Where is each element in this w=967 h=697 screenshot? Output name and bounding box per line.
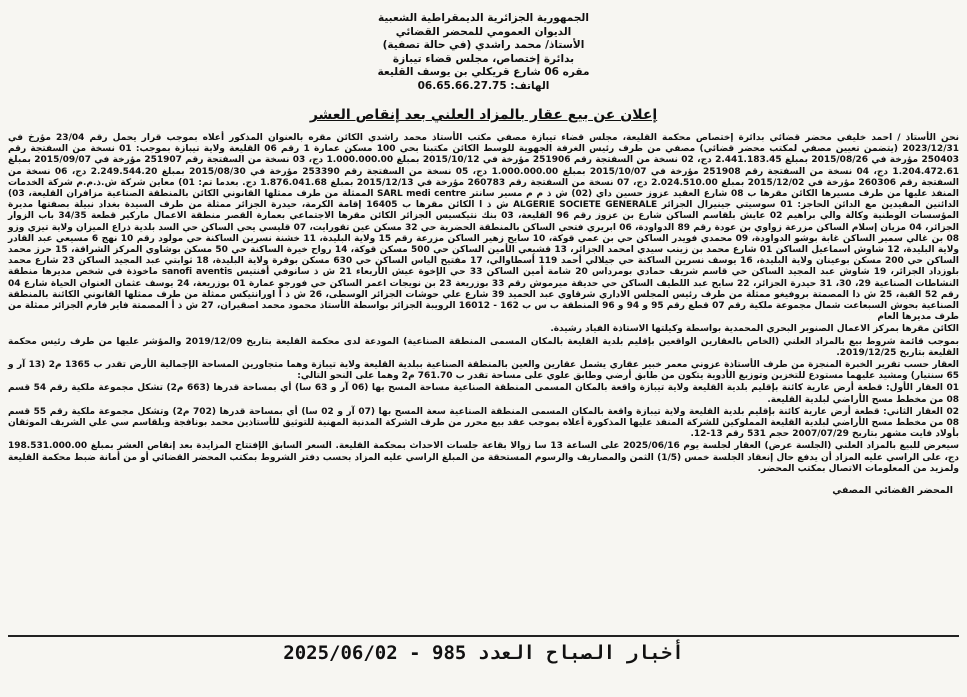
signature: المحضر القضائي المصفي — [832, 485, 953, 497]
body-paragraph: العقار حسب تقرير الخبرة المنجزة من طرف الأستاذة عزوني معمر خبير عقاري يشمل عقارين والعين بالمنطقة الصناعية ببلدية القليعة ولاية تيبازة وهما متجاورين المساحة الإجمالية الأرض تقدر ب 1365 م2 (13 آر و 65 سنتيار) ومشيد عليهما مستودع للتخزين وتوزيع الأدوية يتكون من طابق أرضي وطابق علوي على مساحة تقدر ب 761.70 م2 وهما على النحو التالي: — [8, 360, 959, 382]
notice-title: إعلان عن بيع عقار بالمزاد العلني بعد إنقاص العشر — [309, 107, 658, 123]
legal-notice-page — [8, 10, 959, 690]
publication-date: 2025/06/02 — [283, 642, 398, 664]
header-line: الجمهورية الجزائرية الديمقراطية الشعبية — [378, 12, 589, 24]
footer-divider — [8, 635, 959, 637]
header-line: الديوان العمومي للمحضر القضائي — [395, 25, 572, 38]
body-paragraph: الكائن مقرها بمركز الاعمال الصنوبر البحري المحمدية بواسطة وكيلتها الاستاذة الفياد رشيدة. — [550, 324, 959, 335]
header-line: بدائرة إختصاص، مجلس قضاء تيبازة — [392, 52, 575, 65]
body-paragraph: بموجب قائمة شروط بيع بالمزاد العلني (الخاص بالعقارين الواقعين بإقليم بلدية القليعة بالمكان المسمى المنطقة الصناعية) المودعة لدى محكمة القليعة بتاريخ 2019/12/09 والمؤشر عليها من طرف رئيس محكمة القليعة بتاريخ 2019/12/25. — [8, 336, 959, 358]
publication-footer — [8, 642, 959, 664]
body-paragraph: نحن الأستاذ / احمد خليفي محضر قضائي بدائرة إختصاص محكمة القليعة، مجلس قضاء تيبازة مصفي مكتب الأستاذ محمد راشدي الكائن مقره بالعنوان المذكور أعلاه بموجب قرار يحمل رقم 23/04 مؤرخ في 2023/12/31 (يتضمن تعيين مصفي لمكتب محضر قضائي) مصفي من طرف رئيس الغرفة الجهوية للوسط الكائن مكتبنا بحي 100 مسكن عمارة 1 رقم 06 القليعة ولاية تيبازة بموجب: 01 نسخة من السفتجة رقم 250403 مؤرخة في 2015/08/26 بمبلغ 2.441.183.45 دج، 02 نسخة من السفتجة رقم 251906 مؤرخة في 2015/10/12 بمبلغ 1.000.000.00 دج، 03 نسخة من السفتجة رقم 251907 مؤرخة في 2015/09/07 بمبلغ 1.204.472.61 دج، 04 نسخة من السفتجة رقم 251908 مؤرخة في 2015/10/07 بمبلغ 1.000.000.00 دج، 05 نسخة من السفتجة رقم 253390 مؤرخة في 2015/08/30 بمبلغ 2.249.544.20 دج، 06 نسخة من السفتجة رقم 260306 مؤرخة في 2015/12/02 بمبلغ 2.024.510.00 دج، 07 نسخة من السفتجة رقم 260783 مؤرخة في 2015/12/13 بمبلغ 1.876.041.68 دج. بعدما تم: 01) معاين شركة ش.ذ.م.م شركة الخدمات المنفذ عليها من طرف مسيرها الكائن مقرها ب 08 شارع العقيد عزوز حسين داي (02) ش ذ م م مسير سانتر SARL medi centre الممثلة من طرف ممثلها القانوني الكائن بالمنطقة الصناعية مزافران القليعة، 03) الدائنين المقيدين مع الدائن الحاجز: 01 سوسيتي جينيرال الجزائر ALGERIE SOCIETE GENERALE ش ذ ا الكائن مقرها ب 16405 إقامة الكرمة، حيدرة الجزائر ممثلة من طرف السيدة بغداد نبيلة بصفتها مديرة المؤسسات الوطنية وكالة والي براهيم 02 عايش بلقاسم الساكن شارع بن عزوز رقم 96 القليعة، 03 بنك نتيكسيس الجزائر الكائن مقرها الاجتماعي بعمارة القصر منطقة الاعمال ماركير قطعة 34/35 باب الزوار الجزائر، 04 مزيان إسلام الساكن مزرعة زواوي بن عودة رقم 89 الدواودة، 06 ابريري فتحي الساكن بالمنطقة الحضرية حي 32 مسكن عين تقورايت، 07 قليسي يحي الساكن حي السد بلدية ذراع الميزان ولاية تيزي وزو 08 بن غالي سمير الساكن غابة بوشو الدواودة، 09 محمدي فويدر الساكن حي بن عمي قوكة، 10 سايح زهير الساكن مزرعة رقم 15 ولاية البليدة، 11 خشنة نسرين الساكنة حي مولود رقم 10 نهج 6 مسيعي عبد القادر ولاية البليدة، 12 شاوش اسماعيل الساكن 01 شارع محمد بن زينب سيدي امحمد الجزائر، 13 قشيعي الأمين الساكن حي 500 مسكن قوكة، 14 رواح خيرة الساكنة حي 50 مسكن بوشاوي المركز الشراقة، 15 حرز محمد الساكن حي 200 مسكن بوعينان ولاية البليدة، 16 يوسف نسرين الساكنة حي جيلالي أحمد 119 أسطاوالي، 17 مفتيح الياس الساكن حي 630 مسكن بوقرة ولاية البليدة، 18 ثوابتي عبد المجيد الساكن 23 شارع محمد بلوزداد الجزائر، 19 شاوش عبد المجيد الساكن حي قاسم شريف حمادي بومرداس 20 شامة أمين الساكن 33 حي الإخوة عيش الأربعاء 21 ش ذ سانوفي أفنتيس sanofi aventis ماخوذة في شخص مديرها منطقة النشاطات الصناعية 29، 30، 31 حيدرة الجزائر، 22 سايح عبد اللطيف الساكن حي حديقة ميرموش رقم 33 بوزريعة 23 بن نويجات اعمر الساكن حي فورجو عمارة 01 بوزريعة، 24 يوسف عثمان العنوان الحياة شارع 04 رقم 52 القبة، 25 ش ذا المصمتة بروفيغو ممثلة من طرف رئيس المجلس الاداري شرقاوي عبد الحميد 39 شارع علي حوشات الجزائر الوسطى، 26 ش ذ أ اورانتيكس ممثلة من طرف ممثلها القانوني الكائنة بالمنطقة الصناعية بحوش السبعاعت شمال مجموعة ملكية رقم 07 قطع رقم 95 و 94 و 96 المنطقة ب س ب 162 - 16012 الرويبة الجزائر بواسطة الأستاذ محمود محمد اصقيران، 27 ش ذ أ المصمتة فاير فارم الجزائر ممثلة من طرف مديرها العام — [8, 133, 960, 323]
notice-body — [8, 133, 959, 475]
header-line: مقره 06 شارع قريكلي بن يوسف القليعة — [377, 66, 590, 78]
body-paragraph: 02 العقار الثاني: قطعة أرض عارية كائنة بإقليم بلدية القليعة ولاية تيبازة واقعة بالمكان المسمى المنطقة الصناعية سعة المسح بها (07 آر و 02 سا) أي بمساحة قدرها (702 م2) وتشكل مجموعة ملكية رقم 55 قسم 08 من مخطط مسح الأراضي لبلدية القليعة المملوكين للشركة المنفذ عليها المذكورة أعلاه بموجب عقد بيع محرر من طرف الشركة المدنية المهنية للتوثيق للأستاذين محمد بونافجة وبلقاسم سي علي الشريف الموثقان بأولاد فايت مشهر بتاريخ 2007/07/29 حجم 531 رقم 13-12. — [8, 406, 959, 440]
header-line: الهاتف: 06.65.66.27.75 — [417, 79, 550, 92]
office-header — [8, 12, 959, 93]
header-line: الأستاذ/ محمد راشدي (في حالة تصفية) — [382, 39, 585, 51]
publication-issue: أخبار الصباح العدد 985 - — [409, 642, 684, 664]
body-paragraph: 01 العقار الأول: قطعة أرض عارية كائنة بإقليم بلدية القليعة ولاية تيبازة واقعة بالمكان المسمى المنطقة الصناعية مساحة المسح بها (06 آر و 63 سا) أي بمساحة قدرها (663 م2) تشكل مجموعة ملكية رقم 54 قسم 08 من مخطط مسح الأراضي لبلدية القليعة. — [8, 383, 960, 405]
body-paragraph: سيعرض للبيع بالمزاد العلني (الجلسة عرض) العقار لجلسة يوم 2025/06/16 على الساعة 13 سا زوالا بقاعة جلسات الاحداث بمحكمة القليعة. السعر السابق الإفتتاح المزايدة بعد إنقاص العشر بمبلغ 198.531.000.00 دج، على الراسي عليه المزاد أن يدفع حال إنعقاد الجلسة خمس (1/5) الثمن والمصاريف والرسوم المستحقة من المبلغ الراسي عليه المزاد بحسب دفتر الشروط بمكتب المحضر القضائي أو من أمانة ضبط محكمة القليعة ولمزيد من المعلومات الاتصال بمكتب المحضر. — [8, 441, 959, 474]
